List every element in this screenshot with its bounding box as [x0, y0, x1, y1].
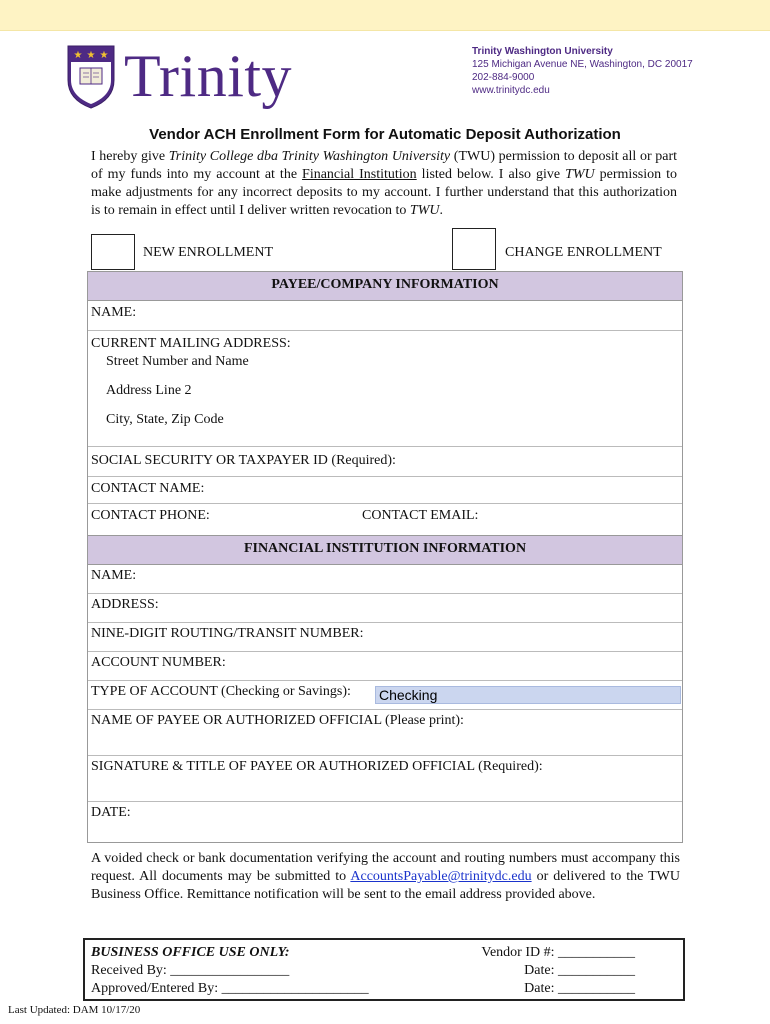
form-title: Vendor ACH Enrollment Form for Automatic Deposit Authorization: [149, 126, 621, 143]
account-number-field[interactable]: [88, 652, 682, 681]
financial-institution-term: Financial Institution: [302, 167, 417, 182]
approved-date-line: Date: ___________: [524, 981, 635, 996]
university-website[interactable]: www.trinitydc.edu: [472, 85, 550, 96]
contact-phone-label: CONTACT PHONE:: [91, 508, 210, 523]
bank-address-label: ADDRESS:: [91, 597, 159, 612]
mailing-address-label: CURRENT MAILING ADDRESS:: [91, 336, 291, 351]
payee-print-name-label: NAME OF PAYEE OR AUTHORIZED OFFICIAL (Please print):: [91, 713, 464, 728]
payee-section: [87, 271, 683, 541]
contact-name-label: CONTACT NAME:: [91, 481, 205, 496]
tax-id-label: SOCIAL SECURITY OR TAXPAYER ID (Required):: [91, 453, 396, 468]
note-text-2: or delivered to the TWU Business Office. Remittance notification will be sent to the email address provided above.: [91, 869, 680, 902]
approved-by-line: Approved/Entered By: _____________________: [91, 981, 369, 996]
signature-label: SIGNATURE & TITLE OF PAYEE OR AUTHORIZED OFFICIAL (Required):: [91, 759, 543, 774]
account-type-row: [88, 681, 682, 710]
payee-mailing-address-field[interactable]: [88, 331, 682, 447]
routing-number-field[interactable]: [88, 623, 682, 652]
received-date-line: Date: ___________: [524, 963, 635, 978]
change-enrollment-checkbox[interactable]: [452, 228, 496, 270]
payee-name-label: NAME:: [91, 305, 137, 320]
city-state-zip-label: City, State, Zip Code: [106, 412, 224, 427]
svg-text:★: ★: [86, 50, 96, 61]
accounts-payable-email-link[interactable]: AccountsPayable@trinitydc.edu: [350, 869, 532, 884]
contact-name-field[interactable]: [88, 477, 682, 504]
financial-section-heading: FINANCIAL INSTITUTION INFORMATION: [88, 536, 682, 565]
twu-term: TWU: [565, 167, 595, 182]
note-text-1: A voided check or bank documentation verifying the account and routing numbers must accompany this request. All documents may be submitted to: [91, 851, 680, 884]
trinity-brand: Trinity: [124, 43, 293, 109]
submission-note: [91, 850, 680, 904]
bank-address-field[interactable]: [88, 594, 682, 623]
university-street: 125 Michigan Avenue NE, Washington, DC 20017: [472, 59, 693, 70]
vendor-id-line: Vendor ID #: ___________: [481, 945, 635, 960]
twu-term-2: TWU: [409, 203, 440, 218]
received-by-line: Received By: _________________: [91, 963, 290, 978]
intro-text-5: .: [439, 203, 443, 218]
account-type-input[interactable]: Checking: [375, 686, 681, 704]
new-enrollment-checkbox[interactable]: [91, 234, 135, 270]
payee-print-name-field[interactable]: [88, 710, 682, 756]
account-number-label: ACCOUNT NUMBER:: [91, 655, 226, 670]
intro-text-1: I hereby give: [91, 149, 169, 164]
street-label: Street Number and Name: [106, 354, 249, 369]
financial-section: [87, 535, 683, 843]
intro-text-2: (TWU) permission to deposit all or part of my funds into my account at the: [91, 149, 678, 182]
university-address: [472, 45, 693, 97]
address-line2-label: Address Line 2: [106, 383, 192, 398]
university-name: Trinity Washington University: [472, 46, 613, 57]
bank-name-field[interactable]: [88, 565, 682, 594]
authorization-statement: [91, 148, 677, 220]
tax-id-field[interactable]: [88, 447, 682, 477]
business-office-box: [83, 938, 685, 1001]
date-field[interactable]: [88, 802, 682, 842]
top-banner: [0, 0, 770, 31]
routing-number-label: NINE-DIGIT ROUTING/TRANSIT NUMBER:: [91, 626, 364, 641]
payee-section-heading: PAYEE/COMPANY INFORMATION: [88, 272, 682, 301]
university-phone: 202-884-9000: [472, 72, 535, 83]
trinity-shield-logo: [66, 44, 116, 110]
payee-name-field[interactable]: [88, 301, 682, 331]
intro-text-3: listed below. I also give: [416, 167, 566, 182]
contact-email-label: CONTACT EMAIL:: [362, 508, 479, 523]
signature-field[interactable]: [88, 756, 682, 802]
change-enrollment-label: CHANGE ENROLLMENT: [505, 245, 662, 260]
college-name: Trinity College dba Trinity Washington University: [168, 149, 451, 164]
account-type-label: TYPE OF ACCOUNT (Checking or Savings):: [91, 684, 351, 699]
date-label: DATE:: [91, 805, 131, 820]
last-updated: Last Updated: DAM 10/17/20: [8, 1004, 141, 1016]
intro-text-4: permission to make adjustments for any incorrect deposits to my account. I further understand that this authorization is to remain in effect until I deliver written revocation to: [91, 167, 677, 218]
svg-text:★: ★: [73, 50, 83, 61]
svg-text:★: ★: [99, 50, 109, 61]
bank-name-label: NAME:: [91, 568, 137, 583]
new-enrollment-label: NEW ENROLLMENT: [143, 245, 273, 260]
office-use-title: BUSINESS OFFICE USE ONLY:: [91, 945, 290, 960]
